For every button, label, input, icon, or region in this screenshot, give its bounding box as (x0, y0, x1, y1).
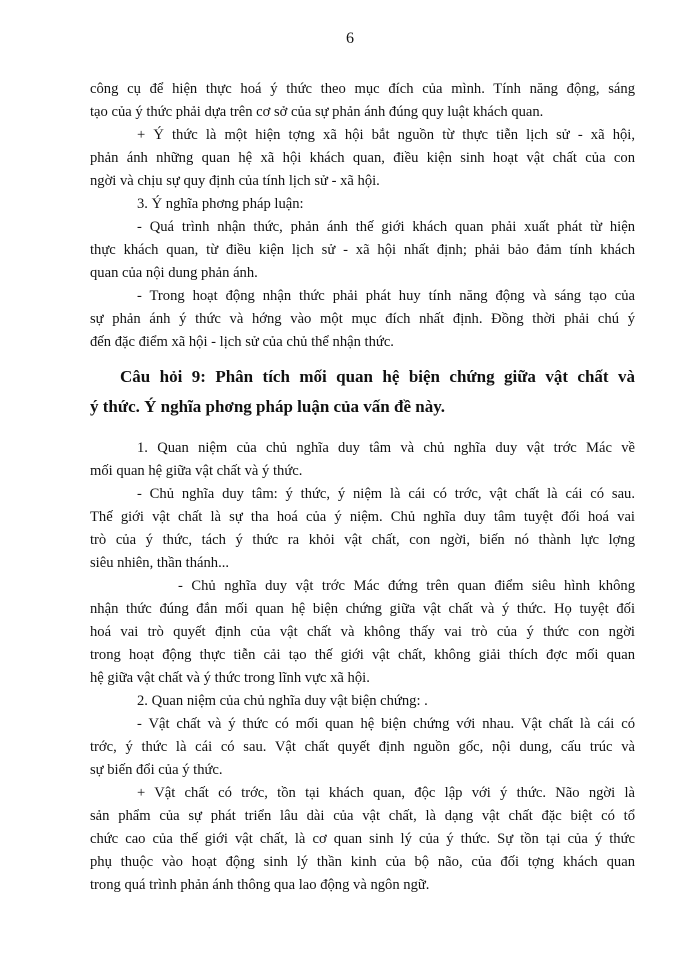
heading-line: Câu hỏi 9: Phân tích mối quan hệ biện chứng giữa vật chất và (120, 367, 635, 386)
paragraph-line: sản phẩm của sự phát triển lâu dài của vật chất, là dạng vật chất đặc biệt có tổ (90, 808, 635, 824)
paragraph-line: hoá vai trò quyết định của vật chất và không thấy vai trò của ý thức con ngời (90, 624, 635, 640)
text-block-1 (90, 78, 635, 354)
heading-line: ý thức. Ý nghĩa phơng pháp luận của vấn đề này. (90, 397, 446, 416)
paragraph-line: công cụ để hiện thực hoá ý thức theo mục đích của mình. Tính năng động, sáng (90, 81, 635, 97)
paragraph-line: 1. Quan niệm của chủ nghĩa duy tâm và chủ nghĩa duy vật trớc Mác về (137, 440, 635, 456)
paragraph-line: sự phản ánh ý thức và hớng vào một mục đích nhất định. Đồng thời phải chú ý (90, 311, 635, 327)
paragraph-line: chức cao của thế giới vật chất, là cơ quan sinh lý của ý thức. Sự tồn tại của ý thức (90, 831, 635, 847)
paragraph-line: - Chủ nghĩa duy vật trớc Mác đứng trên quan điểm siêu hình không (178, 578, 635, 594)
paragraph-line: siêu nhiên, thần thánh... (90, 555, 230, 571)
paragraph-line: - Quá trình nhận thức, phản ánh thế giới khách quan phải xuất phát từ hiện (137, 219, 635, 235)
text-block-2 (90, 437, 635, 897)
paragraph-line: tạo của ý thức phải dựa trên cơ sở của sự phản ánh đúng quy luật khách quan. (90, 104, 544, 120)
paragraph-line: đến đặc điểm xã hội - lịch sử của chủ thể nhận thức. (90, 334, 394, 350)
paragraph-line: trong hoạt động thực tiễn cải tạo thế giới vật chất, không giải thích đợc mối quan (90, 647, 635, 663)
paragraph-line: + Vật chất có trớc, tồn tại khách quan, độc lập với ý thức. Não ngời là (137, 785, 635, 801)
paragraph-line: trò của ý thức, tách ý thức ra khỏi vật chất, con ngời, biến nó thành lực lợng (90, 532, 635, 548)
paragraph-line: Thế giới vật chất là sự tha hoá của ý niệm. Chủ nghĩa duy tâm tuyệt đối hoá vai (90, 509, 635, 525)
paragraph-line: - Vật chất và ý thức có mối quan hệ biện chứng với nhau. Vật chất là cái có (137, 716, 635, 732)
paragraph-line: phản ánh những quan hệ xã hội khách quan, điều kiện sinh hoạt vật chất của con (90, 150, 635, 166)
page-number: 6 (346, 30, 354, 47)
paragraph-line: - Chủ nghĩa duy tâm: ý thức, ý niệm là cái có trớc, vật chất là cái có sau. (137, 486, 635, 502)
paragraph-line: trớc, ý thức là cái có sau. Vật chất quyết định nguồn gốc, nội dung, cấu trúc và (90, 739, 635, 755)
paragraph-line: trong quá trình phản ánh thông qua lao động và ngôn ngữ. (90, 877, 430, 893)
paragraph-line: - Trong hoạt động nhận thức phải phát huy tính năng động và sáng tạo của (137, 288, 635, 304)
paragraph-line: phụ thuộc vào hoạt động sinh lý thần kinh của bộ não, của đối tợng khách quan (90, 854, 635, 870)
question-heading (90, 362, 635, 422)
paragraph-line: ngời và chịu sự quy định của tính lịch sử - xã hội. (90, 173, 380, 189)
paragraph-line: sự biến đổi của ý thức. (90, 762, 223, 778)
paragraph-line: 3. Ý nghĩa phơng pháp luận: (137, 196, 304, 212)
paragraph-line: thực khách quan, từ điều kiện lịch sử - xã hội nhất định; phải bảo đảm tính khách (90, 242, 635, 258)
paragraph-line: + Ý thức là một hiện tợng xã hội bắt nguồn từ thực tiễn lịch sử - xã hội, (137, 127, 635, 143)
paragraph-line: nhận thức đúng đắn mối quan hệ biện chứng giữa vật chất và ý thức. Họ tuyệt đối (90, 601, 635, 617)
paragraph-line: mối quan hệ giữa vật chất và ý thức. (90, 463, 303, 479)
paragraph-line: quan của nội dung phản ánh. (90, 265, 258, 281)
paragraph-line: hệ giữa vật chất và ý thức trong lĩnh vực xã hội. (90, 670, 370, 686)
paragraph-line: 2. Quan niệm của chủ nghĩa duy vật biện chứng: . (137, 693, 428, 709)
